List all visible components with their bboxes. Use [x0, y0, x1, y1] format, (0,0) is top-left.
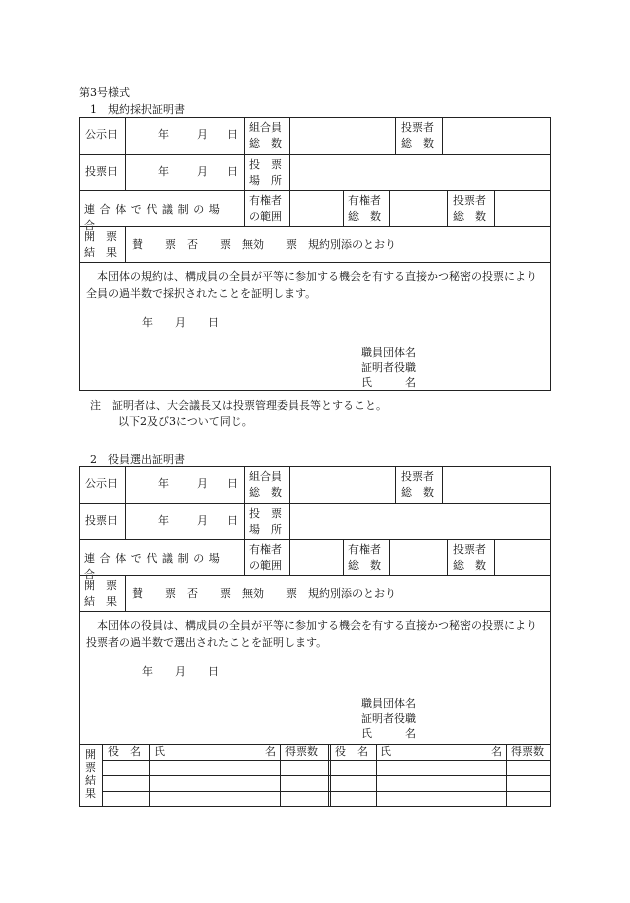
note-line-2: 以下2及び3について同じ。 [118, 415, 253, 428]
label-day: 日 [227, 477, 238, 490]
label-org-name: 職員団体名 [361, 346, 416, 359]
label-tohyosha-total: 総 数 [453, 210, 486, 223]
certification-paragraph: 本団体の規約は、構成員の全員が平等に参加する機会を有する直接かつ秘密の投票により全員の過半数で採択されたことを証明します。 [86, 270, 537, 300]
label-tohyosha: 投票者 [401, 470, 434, 483]
label-kekka: 結 果 [84, 246, 117, 259]
col-header-mei-1: 名 [265, 745, 276, 758]
label-year: 年 [158, 165, 169, 178]
section-2-heading: 2 役員選出証明書 [90, 453, 185, 466]
vote-result-line: 賛 票 否 票 無効 票 規約別添のとおり [132, 238, 396, 251]
row-tohyobi [80, 503, 550, 539]
row-certification [80, 262, 550, 392]
label-tohyosha: 投票者 [453, 543, 486, 556]
row-kaihyo [80, 575, 550, 611]
certification-date: 年 月 日 [142, 665, 219, 678]
label-cert-role: 証明者役職 [361, 712, 416, 725]
label-basho: 投 票 [249, 507, 282, 520]
label-day: 日 [227, 514, 238, 527]
row-kouji [80, 467, 550, 503]
col-header-yaku-2: 役 名 [335, 745, 368, 758]
label-org-name: 職員団体名 [361, 697, 416, 710]
label-kumiai: 組合員 [249, 470, 282, 483]
note-line-1: 注 証明者は、大会議長又は投票管理委員長等とすること。 [90, 399, 387, 412]
label-yukensha: 有権者 [348, 543, 381, 556]
col-header-tokuhyo-1: 得票数 [285, 745, 318, 758]
label-kumiai-total: 総 数 [249, 486, 282, 499]
row-certification [80, 611, 550, 746]
label-month: 月 [197, 165, 208, 178]
label-year: 年 [158, 128, 169, 141]
col-header-mei-2: 名 [491, 745, 502, 758]
officer-results-table [79, 744, 551, 807]
label-yukensha-range: 有権者 [249, 194, 282, 207]
label-tohyosha-total: 総 数 [401, 137, 434, 150]
label-yukensha-range-2: の範囲 [249, 559, 282, 572]
label-month: 月 [197, 514, 208, 527]
row-tohyobi [80, 154, 550, 190]
label-kekka: 結 果 [84, 595, 117, 608]
label-yukensha-range: 有権者 [249, 543, 282, 556]
label-basho-2: 場 所 [249, 174, 282, 187]
certification-paragraph: 本団体の役員は、構成員の全員が平等に参加する機会を有する直接かつ秘密の投票により投票者の過半数で選出されたことを証明します。 [86, 619, 537, 649]
label-tohyobi: 投票日 [85, 165, 118, 178]
label-kouji: 公示日 [85, 128, 118, 141]
label-rengo-text: 連合体で代議制の場合 [84, 552, 225, 581]
label-tohyobi: 投票日 [85, 514, 118, 527]
label-yukensha: 有権者 [348, 194, 381, 207]
row-rengo [80, 539, 550, 581]
label-year: 年 [158, 477, 169, 490]
label-cert-role: 証明者役職 [361, 361, 416, 374]
label-yukensha-range-2: の範囲 [249, 210, 282, 223]
label-tohyosha-total: 総 数 [401, 486, 434, 499]
label-kaihyo: 開 票 [84, 579, 117, 592]
label-kumiai: 組合員 [249, 121, 282, 134]
officer-results-side-label: 開票結果 [85, 748, 96, 800]
certificate-form-2 [79, 466, 551, 745]
label-year: 年 [158, 514, 169, 527]
label-kouji: 公示日 [85, 477, 118, 490]
label-tohyosha: 投票者 [401, 121, 434, 134]
label-month: 月 [197, 128, 208, 141]
label-rengo-text: 連合体で代議制の場合 [84, 203, 225, 232]
label-tohyosha: 投票者 [453, 194, 486, 207]
vote-result-line: 賛 票 否 票 無効 票 規約別添のとおり [132, 587, 396, 600]
label-shimei: 氏 名 [361, 376, 416, 389]
form-number: 第3号様式 [79, 86, 130, 99]
row-kaihyo [80, 226, 550, 262]
col-header-shi-1: 氏 [154, 745, 165, 758]
label-day: 日 [227, 165, 238, 178]
label-kaihyo: 開 票 [84, 230, 117, 243]
label-month: 月 [197, 477, 208, 490]
label-tohyosha-total: 総 数 [453, 559, 486, 572]
label-kumiai-total: 総 数 [249, 137, 282, 150]
col-header-tokuhyo-2: 得票数 [511, 745, 544, 758]
label-yukensha-total: 総 数 [348, 210, 381, 223]
label-basho: 投 票 [249, 158, 282, 171]
label-shimei: 氏 名 [361, 727, 416, 740]
label-yukensha-total: 総 数 [348, 559, 381, 572]
row-rengo [80, 190, 550, 232]
certification-date: 年 月 日 [142, 316, 219, 329]
section-1-heading: 1 規約採択証明書 [90, 103, 185, 116]
label-day: 日 [227, 128, 238, 141]
certificate-form-1 [79, 117, 551, 391]
row-kouji [80, 118, 550, 154]
col-header-yaku-1: 役 名 [108, 745, 141, 758]
col-header-shi-2: 氏 [380, 745, 391, 758]
label-basho-2: 場 所 [249, 523, 282, 536]
